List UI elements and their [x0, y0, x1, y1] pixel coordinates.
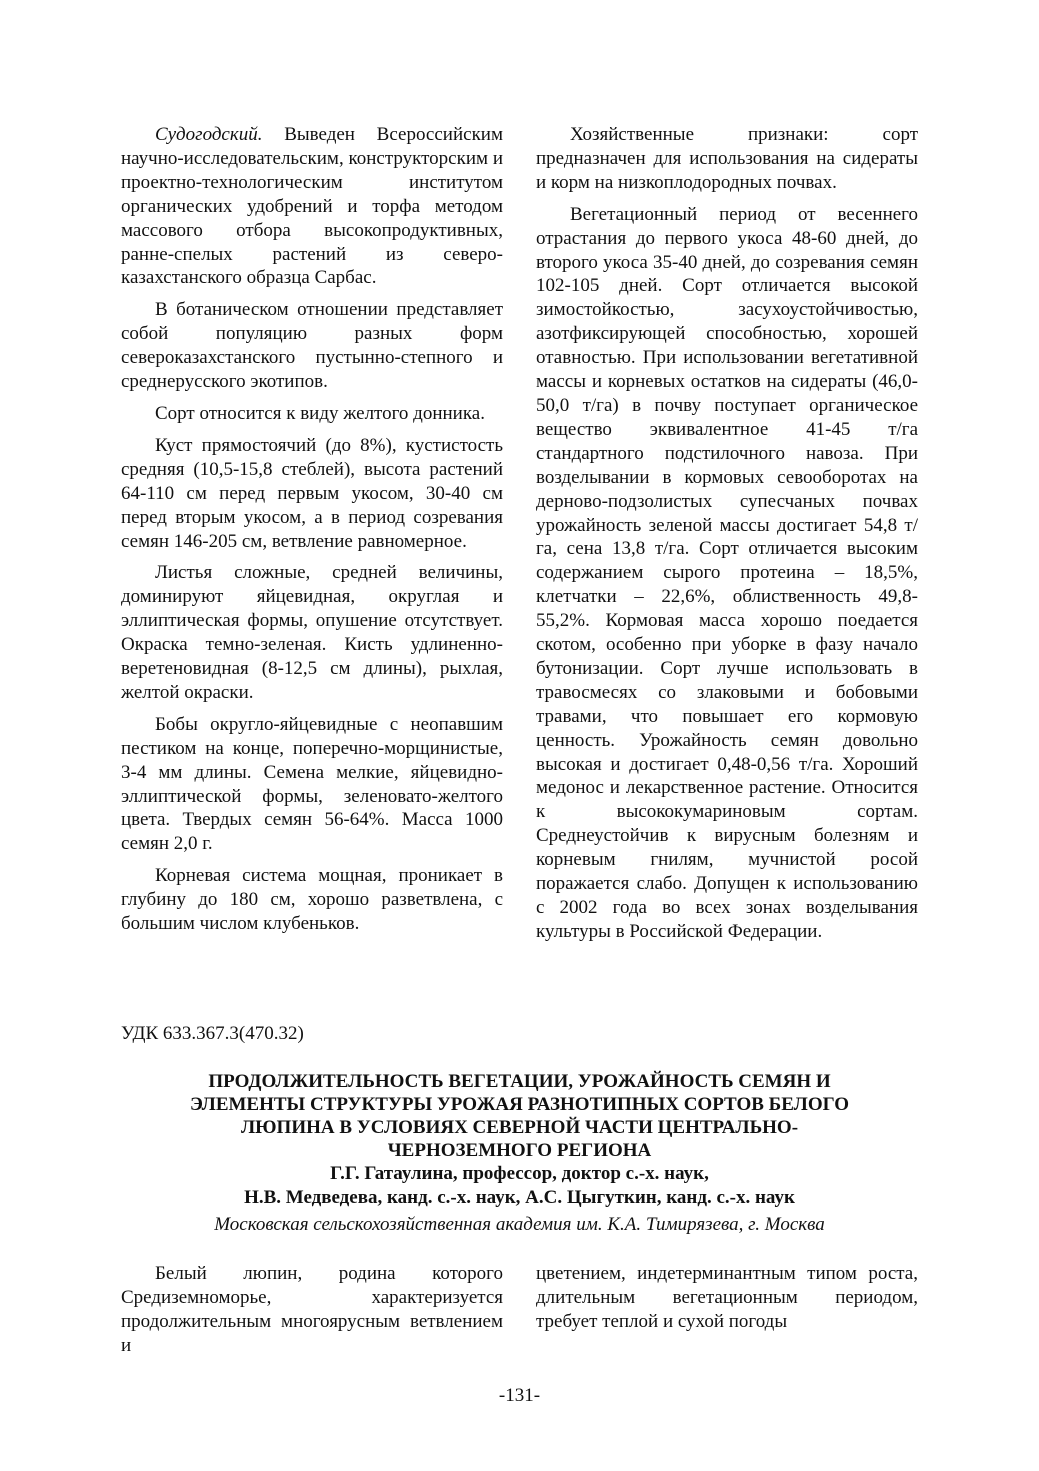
paragraph-roots: Корневая система мощная, проникает в глубину до 180 см, хорошо разветвлена, с большим числом клубеньков.: [121, 865, 503, 935]
paragraph-vegetation-period: Вегетационный период от весеннего отрастания до первого укоса 48-60 дней, до второго укоса 35-40 дней, до созревания семян 102-105 дней. Сорт отличается высокой зимостойкостью, засухоустойчивостью, азотфиксирующей способностью, хорошей отавностью. При использовании вегетативной массы и корневых остатков на сидераты (46,0-50,0 т/га) в почву поступает органическое вещество эквивалентное 41-45 т/га стандартного подстилочного навоза. При возделывании в кормовых севооборотах на дерново-подзолистых супесчаных почвах урожайность зеленой массы достигает 54,8 т/га, сена 13,8 т/га. Сорт отличается высоким содержанием сырого протеина – 18,5%, клетчатки – 22,6%, облиственность 49,8-55,2%. Кормовая масса хорошо поедается скотом, особенно при уборке в фазу начало бутонизации. Сорт лучше использовать в травосмесях со злаковыми и бобовыми травами, что повышает его кормовую ценность. Урожайность семян довольно высокая и достигает 0,48-0,56 т/га. Хороший медонос и лекарственное растение. Относится к высококумариновым сортам. Среднеустойчив к вирусным болезням и корневым гнилям, мучнистой росой поражается слабо. Допущен к использованию с 2002 года во всех зонах возделывания культуры в Российской Федерации.: [536, 203, 918, 942]
article-title: [121, 1070, 918, 1162]
paragraph-pods: Бобы округло-яйцевидные с неопавшим пестиком на конце, поперечно-морщинистые, 3-4 мм длины. Семена мелкие, яйцевидно-эллиптической формы, зеленовато-желтого цвета. Твердых семян 56-64%. Масса 1000 семян 2,0 г.: [121, 713, 503, 855]
paragraph-economic-traits: Хозяйственные признаки: сорт предназначен для использования на сидераты и корм на низкоплодородных почвах.: [536, 124, 918, 193]
intro-paragraph-right: цветением, индетерминантным типом роста, длительным вегетационным периодом, требует теплой и сухой погоды: [536, 1263, 918, 1332]
paragraph-leaves: Листья сложные, средней величины, доминируют яйцевидная, округлая и эллиптическая формы, опушение отсутствует. Окраска темно-зеленая. Кисть удлиненно-веретеновидная (8-12,5 см длины), рыхлая, желтой окраски.: [121, 562, 503, 703]
paragraph-text: Выведен Всероссийским научно-исследовательским, конструкторским и проектно-технологическим институтом органических удобрений и торфа методом массового отбора высокопродуктивных, ранне-спелых растений из северо-казахстанского образца Сарбас.: [121, 124, 503, 289]
title-line: ЧЕРНОЗЕМНОГО РЕГИОНА: [387, 1140, 652, 1161]
intro-paragraph-left: Белый люпин, родина которого Средиземноморье, характеризуется продолжительным многоярусным ветвлением и: [121, 1263, 503, 1356]
left-column-top: [121, 123, 503, 936]
authors-line-2: Н.В. Медведева, канд. с.-х. наук, А.С. Цыгуткин, канд. с.-х. наук: [244, 1187, 795, 1208]
right-column-bottom: [536, 1262, 918, 1334]
udk-code: УДК 633.367.3(470.32): [121, 1023, 304, 1044]
paragraph-bush: Куст прямостоячий (до 8%), кустистость средняя (10,5-15,8 стеблей), высота растений 64-110 см перед первым укосом, 30-40 см перед вторым укосом, а в период созревания семян 146-205 см, ветвление равномерное.: [121, 434, 503, 552]
title-line: ЛЮПИНА В УСЛОВИЯХ СЕВЕРНОЙ ЧАСТИ ЦЕНТРАЛЬНО-: [240, 1117, 799, 1138]
left-column-bottom: [121, 1262, 503, 1358]
right-column-top: [536, 123, 918, 944]
variety-name: Судогодский.: [155, 124, 263, 145]
authors-line-1: Г.Г. Гатаулина, профессор, доктор с.-х. наук,: [330, 1163, 709, 1184]
title-line: ЭЛЕМЕНТЫ СТРУКТУРЫ УРОЖАЯ РАЗНОТИПНЫХ СОРТОВ БЕЛОГО: [189, 1094, 849, 1115]
paragraph-botanical: В ботаническом отношении представляет собой популяцию разных форм североказахстанского пустынно-степного и среднерусского экотипов.: [121, 299, 503, 393]
page-number: -131-: [498, 1385, 541, 1406]
title-line: ПРОДОЛЖИТЕЛЬНОСТЬ ВЕГЕТАЦИИ, УРОЖАЙНОСТЬ СЕМЯН И: [208, 1071, 831, 1092]
authors: [121, 1162, 918, 1210]
paragraph-species: Сорт относится к виду желтого донника.: [155, 402, 485, 424]
affiliation: Московская сельскохозяйственная академия им. К.А. Тимирязева, г. Москва: [214, 1214, 825, 1235]
paragraph-sudogodsky: [121, 123, 503, 290]
